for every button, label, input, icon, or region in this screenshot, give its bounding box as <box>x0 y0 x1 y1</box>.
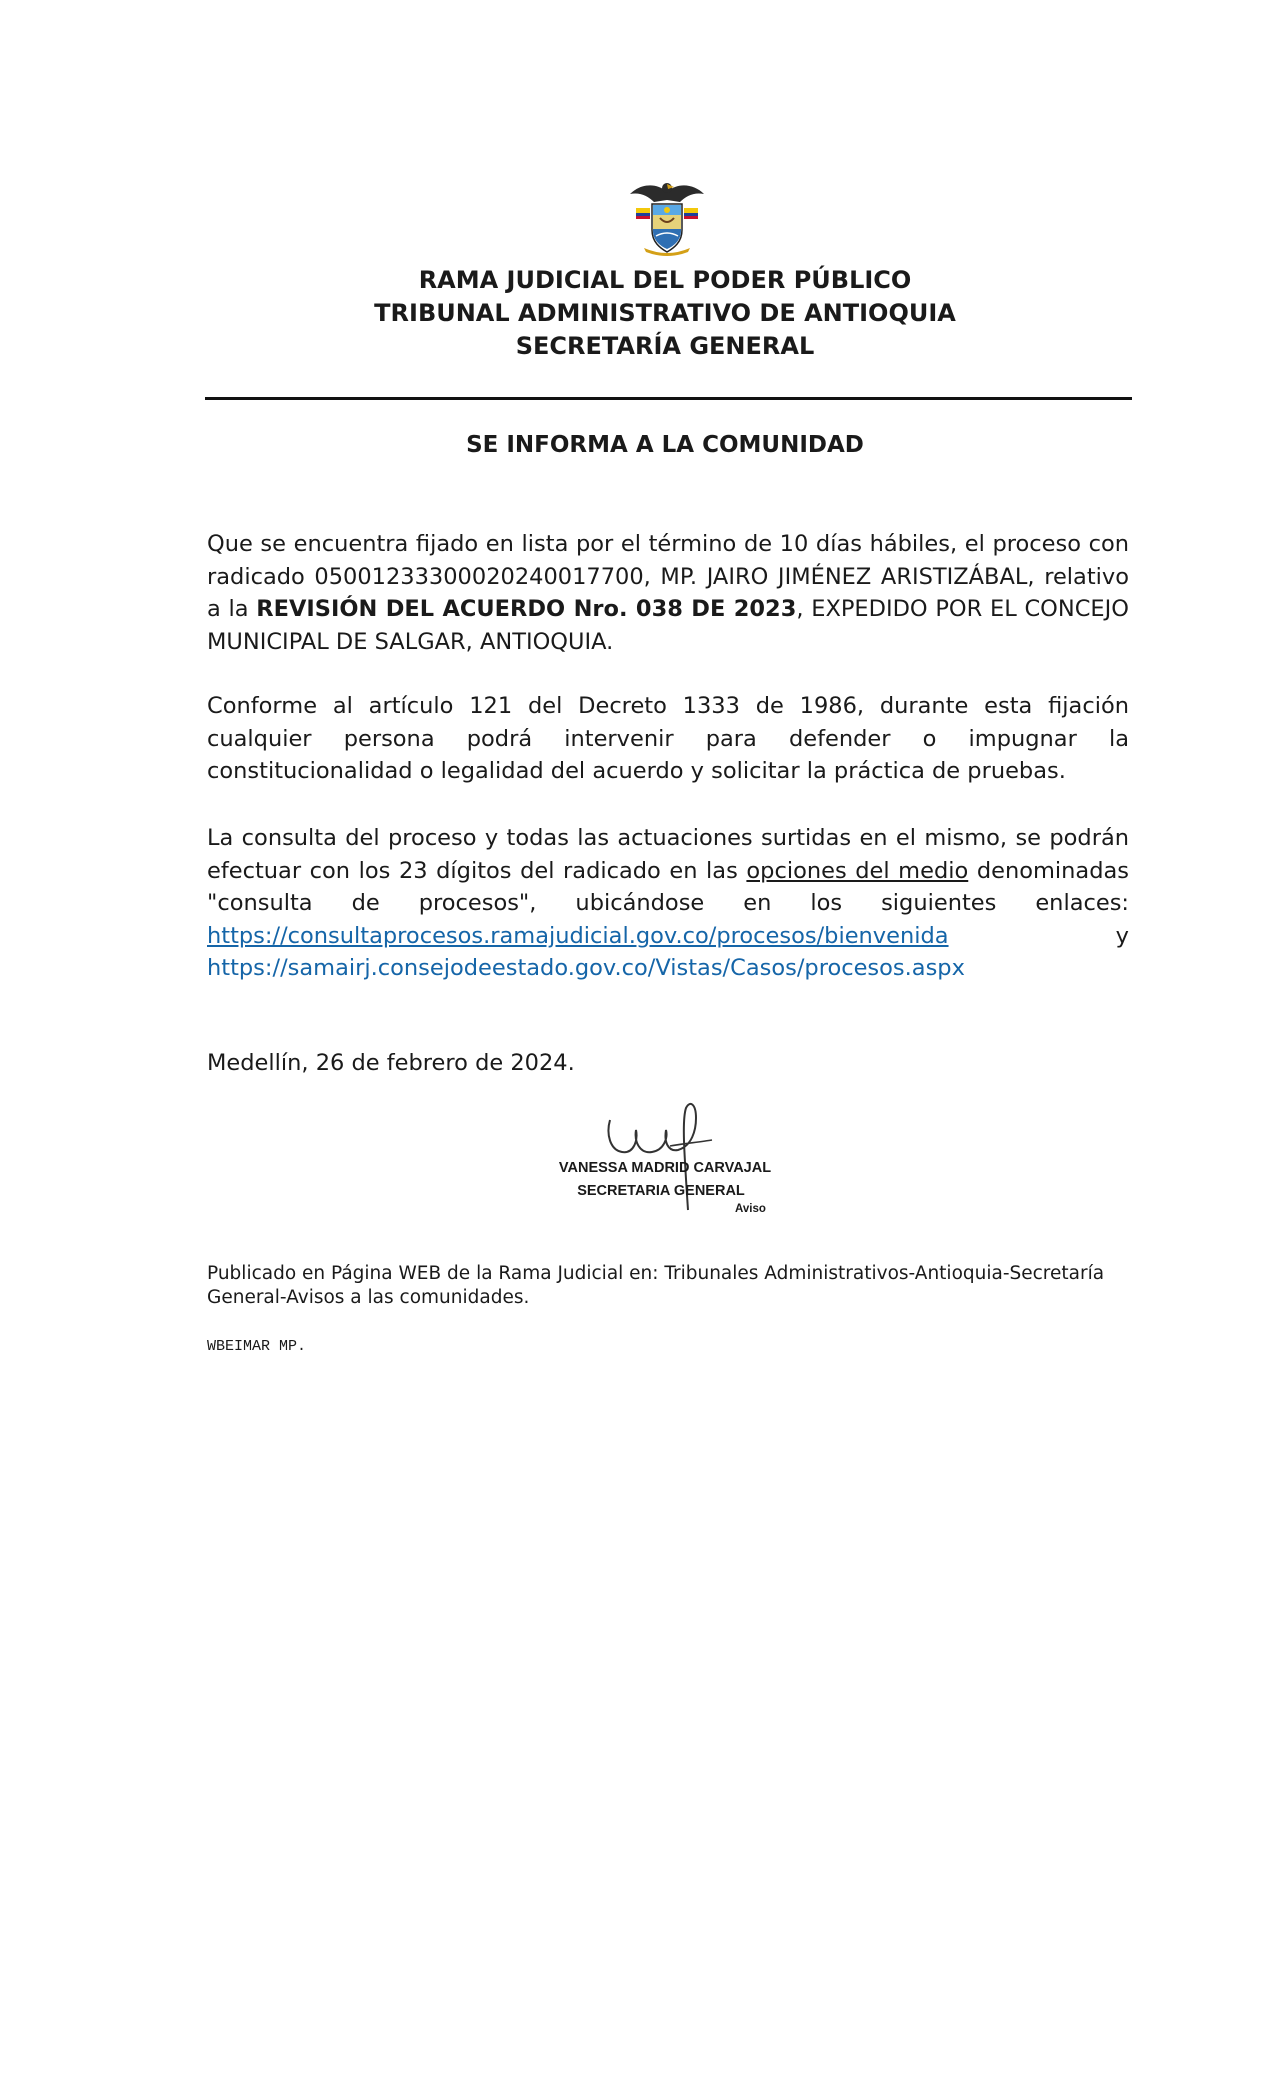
agreement-reference: REVISIÓN DEL ACUERDO Nro. 038 DE 2023 <box>256 596 797 622</box>
paragraph-1-text-b: , EXPEDIDO POR EL CONCEJO MUNICIPAL DE SALGAR, ANTIOQUIA. <box>207 596 1129 655</box>
paragraph-legal-basis: Conforme al artículo 121 del Decreto 1333 de 1986, durante esta fijación cualquier persona podrá intervenir para defender o impugnar la constitucionalidad o legalidad del acuerdo y solicitar la práctica de pruebas. <box>207 693 1129 784</box>
signer-role: SECRETARIA GENERAL <box>577 1183 745 1199</box>
paragraph-3-text-a: La consulta del proceso y todas las actuaciones surtidas en el mismo, se podrán efectuar con los 23 dígitos del radicado en las <box>207 825 1129 884</box>
paragraph-consultation <box>207 822 1129 985</box>
header-divider <box>205 397 1132 400</box>
signer-tag: Aviso <box>735 1203 766 1215</box>
document-date: Medellín, 26 de febrero de 2024. <box>207 1050 575 1076</box>
header-line-2: TRIBUNAL ADMINISTRATIVO DE ANTIOQUIA <box>374 299 956 327</box>
institution-header <box>0 264 1275 363</box>
signer-name: VANESSA MADRID CARVAJAL <box>558 1160 772 1176</box>
header-line-1: RAMA JUDICIAL DEL PODER PÚBLICO <box>418 266 912 294</box>
underlined-phrase: opciones del medio <box>746 857 969 884</box>
paragraph-1-text-a: Que se encuentra fijado en lista por el término de 10 días hábiles, el proceso con radicado 05001233300020240017700, MP. JAIRO JIMÉNEZ ARISTIZÁBAL, relativo a la <box>207 531 1129 622</box>
samai-link[interactable]: https://samairj.consejodeestado.gov.co/Vistas/Casos/procesos.aspx <box>207 955 965 981</box>
paragraph-fixation <box>207 528 1129 658</box>
notice-title: SE INFORMA A LA COMUNIDAD <box>466 432 864 458</box>
handwritten-signature <box>600 1090 750 1220</box>
preparer-initials: WBEIMAR MP. <box>207 1338 307 1355</box>
consulta-procesos-link[interactable]: https://consultaprocesos.ramajudicial.gov.co/procesos/bienvenida <box>207 922 949 949</box>
coat-of-arms-icon <box>628 178 706 258</box>
paragraph-3-text-b: denominadas "consulta de procesos", ubicándose en los siguientes enlaces: <box>207 857 1129 916</box>
link-conjunction: y <box>948 922 1129 949</box>
header-line-3: SECRETARÍA GENERAL <box>515 332 815 360</box>
publication-note: Publicado en Página WEB de la Rama Judicial en: Tribunales Administrativos-Antioquia-Secretaría General-Avisos a las comunidades. <box>207 1263 1105 1308</box>
